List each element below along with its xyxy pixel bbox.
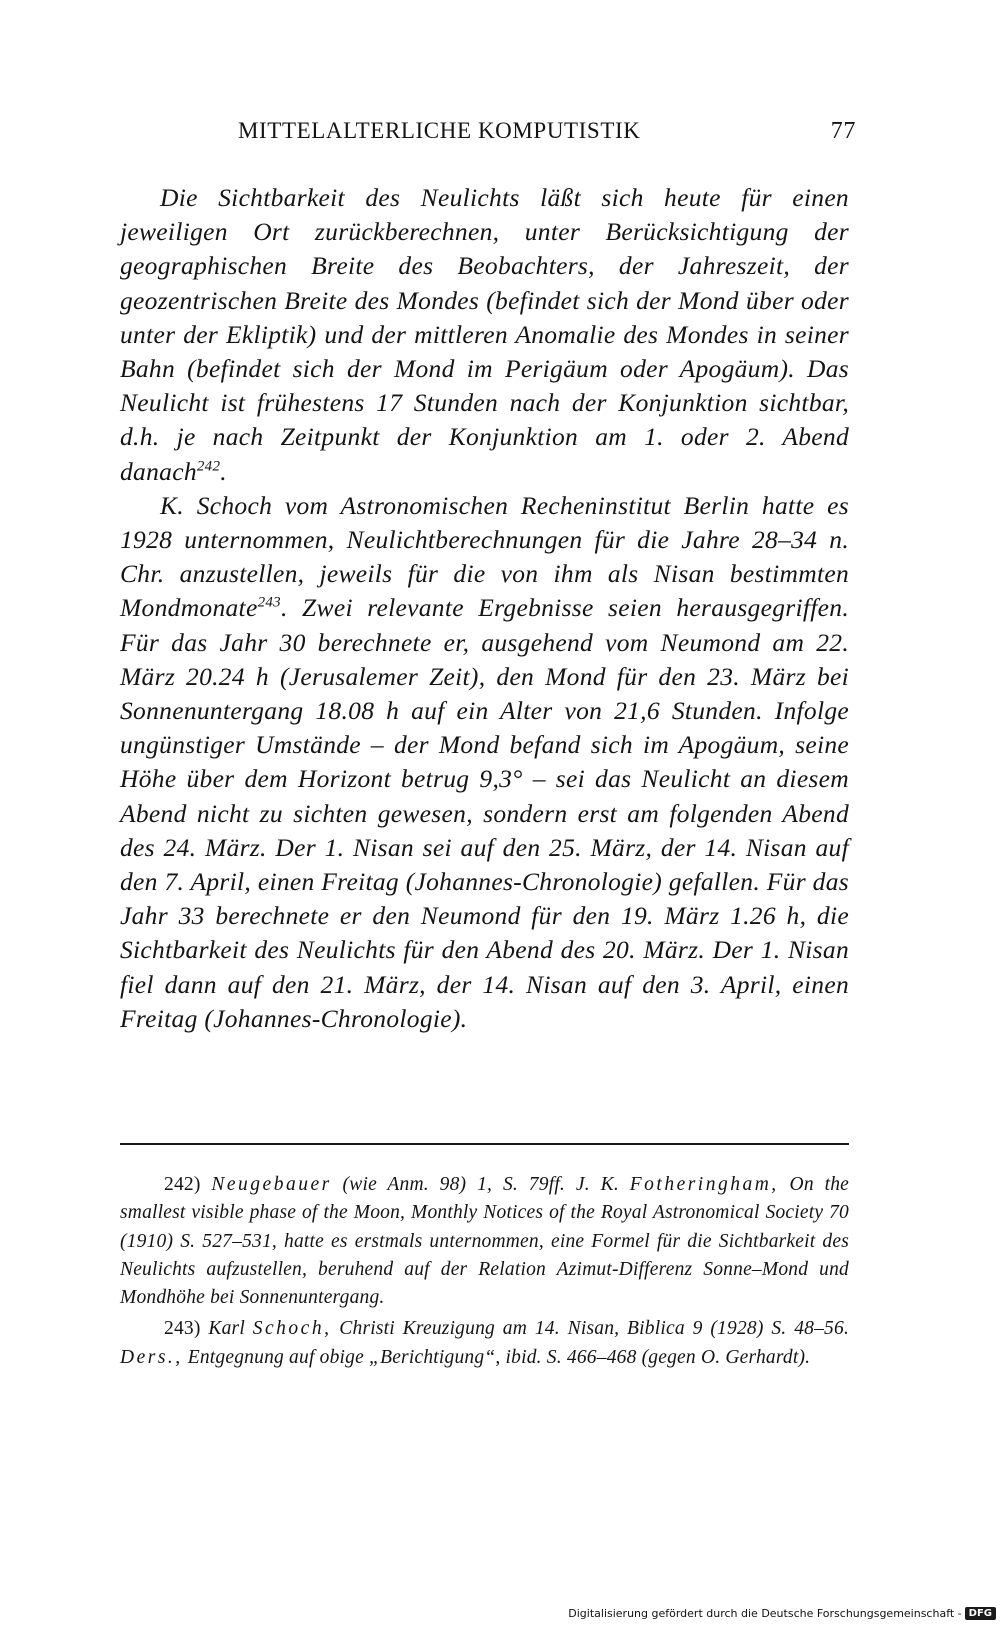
main-text <box>120 181 849 1036</box>
paragraph-1-text: Die Sichtbarkeit des Neulichts läßt sich heute für einen jeweiligen Ort zurückberechnen, unter Berücksichtigung der geographischen Breite des Beobachters, der Jahreszeit, der geozentrischen Breite des Mondes (befindet sich der Mond über oder unter der Ekliptik) und der mittleren Anomalie des Mondes in seiner Bahn (befindet sich der Mond im Perigäum oder Apogäum). Das Neulicht ist frühestens 17 Stunden nach der Konjunktion sichtbar, d.h. je nach Zeitpunkt der Konjunktion am 1. oder 2. Abend danach <box>120 183 849 486</box>
footnote-ref-242[interactable]: 242 <box>196 458 221 475</box>
footnote-242-number: 242) <box>164 1174 201 1195</box>
running-head-title: MITTELALTERLICHE KOMPUTISTIK <box>238 118 641 143</box>
footnote-243 <box>120 1315 849 1372</box>
footnote-243-first: Karl <box>208 1318 245 1340</box>
footnote-243-text: Christi Kreuzigung am 14. Nisan, Biblica 9 (1928) S. 48–56. <box>339 1318 850 1340</box>
footnote-242-author2: Fotheringham, <box>629 1174 779 1195</box>
paragraph-2-text-a: K. Schoch vom Astronomischen Recheninstitut Berlin hatte es 1928 unternommen, Neulichtberechnungen für die Jahre 28–34 n. Chr. anzustellen, jeweils für die von ihm als Nisan bestimmten Mondmonate <box>120 490 849 623</box>
paragraph-1-tail: . <box>220 456 227 486</box>
digitization-notice <box>568 1603 996 1623</box>
digitization-notice-text: Digitalisierung gefördert durch die Deutsche Forschungsgemeinschaft - <box>568 1606 962 1620</box>
page-number: 77 <box>830 118 856 144</box>
footnote-243-number: 243) <box>164 1318 201 1340</box>
footnote-242-author: Neugebauer <box>211 1174 332 1195</box>
paragraph-2-text-b: . Zwei relevante Ergebnisse seien herausgegriffen. Für das Jahr 30 berechnete er, ausgehend vom Neumond am 22. März 20.24 h (Jerusalemer Zeit), den Mond für den 23. März bei Sonnenuntergang 18.08 h auf ein Alter von 21,6 Stunden. Infolge ungünstiger Umstände – der Mond befand sich im Apogäum, seine Höhe über dem Horizont betrug 9,3° – sei das Neulicht an diesem Abend nicht zu sichten gewesen, sondern erst am folgenden Abend des 24. März. Der 1. Nisan sei auf den 25. März, der 14. Nisan auf den 7. April, einen Freitag (Johannes-Chronologie) gefallen. Für das Jahr 33 berechnete er den Neumond für den 19. März 1.26 h, die Sichtbarkeit des Neulichts für den Abend des 20. März. Der 1. Nisan fiel dann auf den 21. März, der 14. Nisan auf den 3. April, einen Freitag (Johannes-Chronologie). <box>120 593 849 1033</box>
dfg-logo: DFG <box>965 1607 996 1620</box>
footnote-242-text: (wie Anm. 98) 1, S. 79ff. J. K. <box>342 1174 619 1195</box>
footnote-242-rest: On the smallest visible phase of the Moon, Monthly Notices of the Royal Astronomical Society 70 (1910) S. 527–531, hatte es erstmals unternommen, eine Formel für die Sichtbarkeit des Neulichts aufzustellen, beruhend auf der Relation Azimut-Differenz Sonne–Mond und Mondhöhe bei Sonnenuntergang. <box>120 1174 850 1309</box>
footnotes <box>120 1171 849 1375</box>
footnote-243-author2: Ders., <box>120 1346 183 1368</box>
paragraph-schoch <box>120 489 849 1036</box>
footnote-243-rest: Entgegnung auf obige „Berichtigung“, ibid. S. 466–468 (gegen O. Gerhardt). <box>187 1346 811 1368</box>
paragraph-neulicht <box>120 181 849 489</box>
footnote-ref-243[interactable]: 243 <box>257 594 281 611</box>
footnote-242 <box>120 1171 849 1312</box>
footnote-243-author: Schoch, <box>252 1318 332 1340</box>
running-head <box>238 118 856 152</box>
footnote-rule <box>120 1143 849 1145</box>
